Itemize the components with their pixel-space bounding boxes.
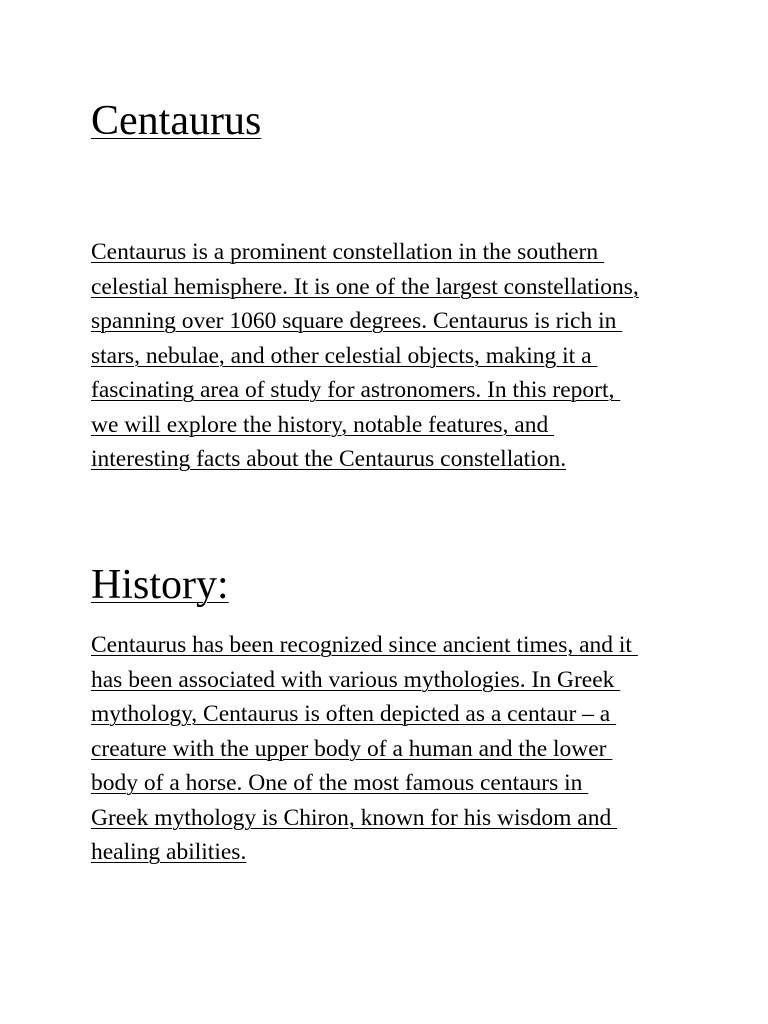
history-line: body of a horse. One of the most famous centaurs in: [91, 770, 589, 796]
intro-line: Centaurus is a prominent constellation in the southern: [91, 239, 604, 265]
history-heading: History:: [91, 562, 229, 608]
intro-paragraph: [91, 235, 639, 477]
history-line: has been associated with various mythologies. In Greek: [91, 666, 621, 693]
intro-line: spanning over 1060 square degrees. Centaurus is rich in: [91, 308, 623, 334]
history-line: Centaurus has been recognized since ancient times, and it: [91, 632, 638, 658]
intro-line: celestial hemisphere. It is one of the largest constellations,: [91, 273, 639, 300]
history-paragraph: [91, 628, 638, 870]
intro-line: interesting facts about the Centaurus constellation.: [91, 446, 567, 472]
history-line: mythology, Centaurus is often depicted as a centaur – a: [91, 701, 617, 727]
intro-line: fascinating area of study for astronomers. In this report,: [91, 377, 621, 403]
history-line: creature with the upper body of a human and the lower: [91, 735, 613, 762]
document-title: Centaurus: [91, 98, 262, 144]
intro-line: stars, nebulae, and other celestial objects, making it a: [91, 342, 598, 369]
history-line: Greek mythology is Chiron, known for his wisdom and: [91, 804, 618, 831]
history-line: healing abilities.: [91, 839, 247, 865]
intro-line: we will explore the history, notable features, and: [91, 411, 555, 438]
